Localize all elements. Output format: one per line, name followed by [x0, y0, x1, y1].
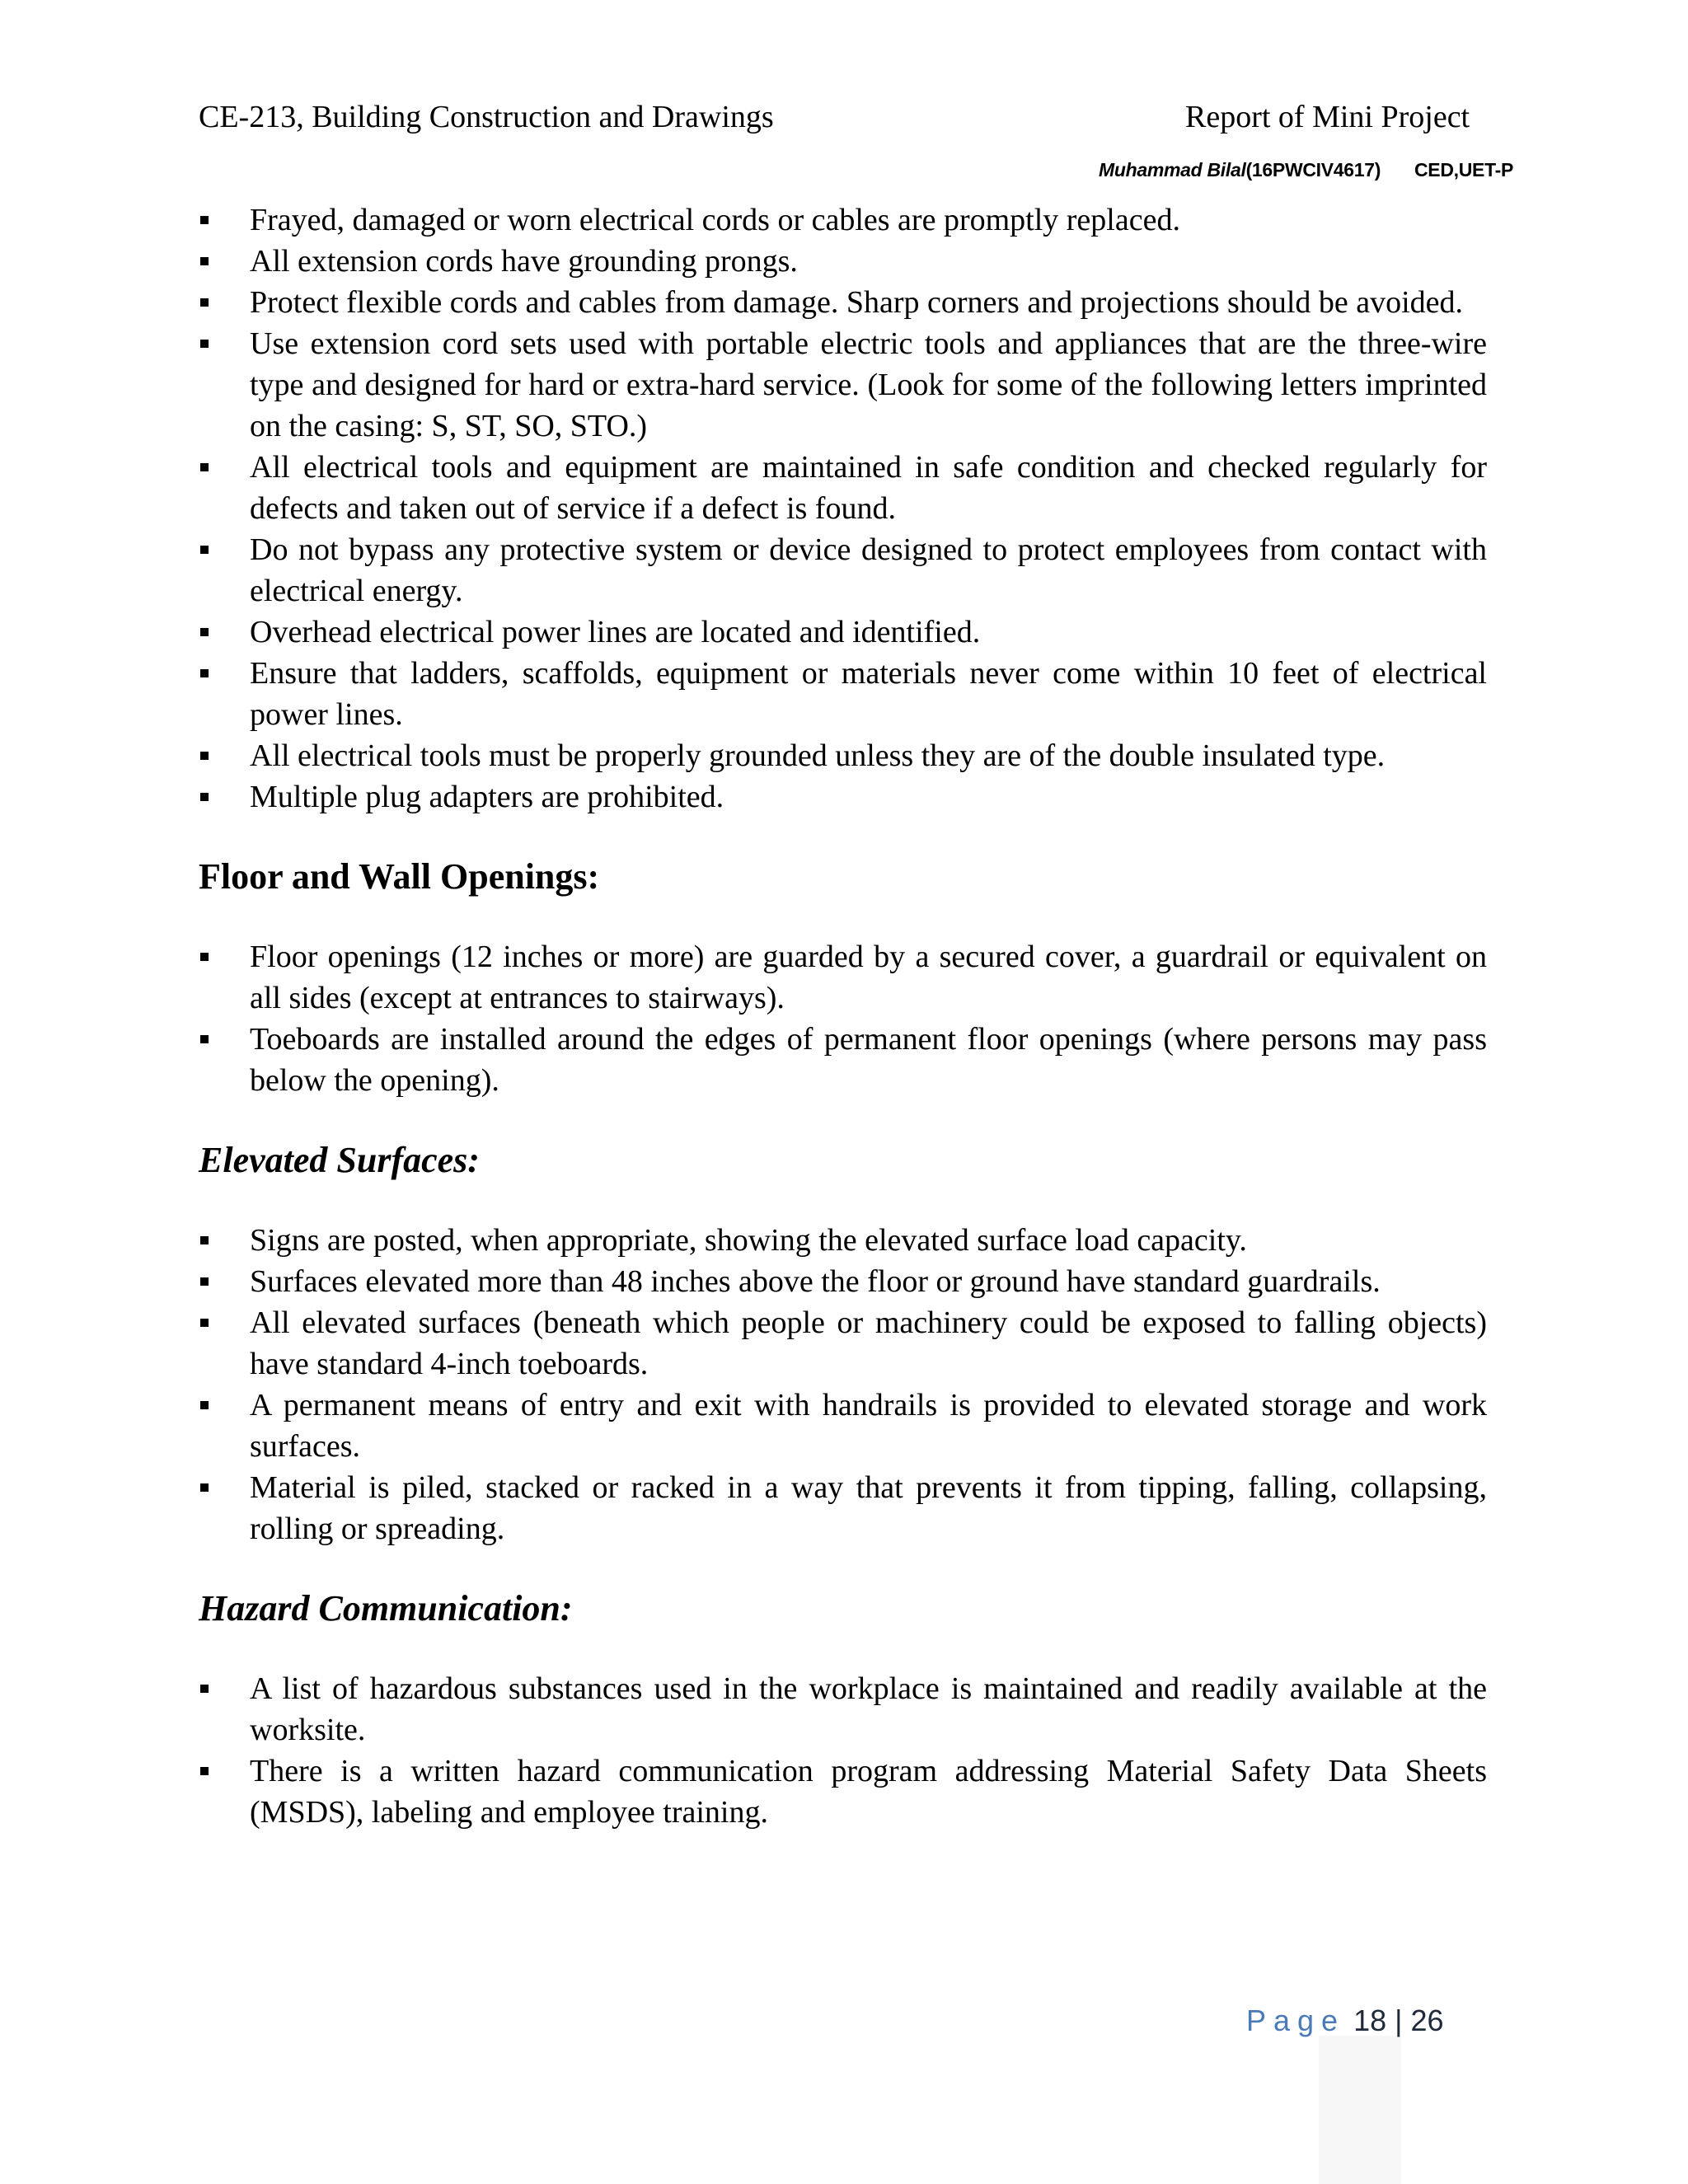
square-bullet-icon — [200, 298, 209, 307]
list-item: Toeboards are installed around the edges of permanent floor openings (where persons may pass below the opening). — [199, 1019, 1487, 1101]
square-bullet-icon — [200, 463, 209, 471]
author-line — [1099, 158, 1513, 181]
square-bullet-icon — [200, 669, 209, 677]
author-name: Muhammad Bilal — [1099, 159, 1246, 180]
square-bullet-icon — [200, 1319, 209, 1327]
heading-floor-wall-openings: Floor and Wall Openings: — [199, 856, 600, 897]
page-footer — [1246, 2003, 1444, 2039]
list-item: All extension cords have grounding prongs. — [199, 241, 1487, 282]
page-number: 18 | 26 — [1353, 2004, 1444, 2037]
square-bullet-icon — [200, 1277, 209, 1286]
page-content — [199, 199, 1487, 1833]
heading-elevated-surfaces: Elevated Surfaces: — [199, 1140, 480, 1180]
square-bullet-icon — [200, 1767, 209, 1775]
list-item: All electrical tools and equipment are maintained in safe condition and checked regularly for defects and taken out of service if a defect is found. — [199, 447, 1487, 529]
page-label: Page — [1246, 2004, 1346, 2037]
list-item: Ensure that ladders, scaffolds, equipment or materials never come within 10 feet of electrical power lines. — [199, 653, 1487, 735]
elevated-list — [199, 1220, 1487, 1549]
list-item: A list of hazardous substances used in the workplace is maintained and readily available at the worksite. — [199, 1668, 1487, 1750]
square-bullet-icon — [200, 628, 209, 636]
square-bullet-icon — [200, 1236, 209, 1244]
header-course-title: CE-213, Building Construction and Drawings — [199, 100, 774, 134]
list-item: Material is piled, stacked or racked in a way that prevents it from tipping, falling, collapsing, rolling or spreading. — [199, 1467, 1487, 1549]
list-item: Use extension cord sets used with portable electric tools and appliances that are the three-wire type and designed for hard or extra-hard service. (Look for some of the following letters imprinted on the casing: S, ST, SO, STO.) — [199, 323, 1487, 447]
floor-wall-list — [199, 936, 1487, 1101]
square-bullet-icon — [200, 793, 209, 801]
square-bullet-icon — [200, 1035, 209, 1043]
square-bullet-icon — [200, 257, 209, 265]
list-item: Overhead electrical power lines are located and identified. — [199, 612, 1487, 653]
square-bullet-icon — [200, 1401, 209, 1409]
list-item: All electrical tools must be properly grounded unless they are of the double insulated type. — [199, 735, 1487, 776]
square-bullet-icon — [200, 752, 209, 760]
list-item: Do not bypass any protective system or device designed to protect employees from contact with electrical energy. — [199, 529, 1487, 612]
list-item: Signs are posted, when appropriate, showing the elevated surface load capacity. — [199, 1220, 1487, 1261]
hazard-list — [199, 1668, 1487, 1833]
square-bullet-icon — [200, 1483, 209, 1492]
list-item: There is a written hazard communication program addressing Material Safety Data Sheets (MSDS), labeling and employee training. — [199, 1750, 1487, 1833]
list-item: Protect flexible cords and cables from damage. Sharp corners and projections should be avoided. — [199, 282, 1487, 323]
header-report-title: Report of Mini Project — [1185, 100, 1470, 134]
list-item: Multiple plug adapters are prohibited. — [199, 776, 1487, 818]
square-bullet-icon — [200, 953, 209, 961]
square-bullet-icon — [200, 546, 209, 554]
square-bullet-icon — [200, 1685, 209, 1693]
department: CED,UET-P — [1414, 159, 1513, 180]
list-item: Frayed, damaged or worn electrical cords or cables are promptly replaced. — [199, 199, 1487, 241]
list-item: A permanent means of entry and exit with handrails is provided to elevated storage and work surfaces. — [199, 1385, 1487, 1467]
list-item: Surfaces elevated more than 48 inches above the floor or ground have standard guardrails. — [199, 1261, 1487, 1302]
list-item: All elevated surfaces (beneath which people or machinery could be exposed to falling objects) have standard 4-inch toeboards. — [199, 1302, 1487, 1385]
square-bullet-icon — [200, 216, 209, 224]
list-item: Floor openings (12 inches or more) are guarded by a secured cover, a guardrail or equivalent on all sides (except at entrances to stairways). — [199, 936, 1487, 1019]
author-id: (16PWCIV4617) — [1245, 159, 1381, 180]
heading-hazard-communication: Hazard Communication: — [199, 1588, 573, 1629]
page-edge-shadow — [1319, 2036, 1401, 2184]
electrical-list — [199, 199, 1487, 818]
square-bullet-icon — [200, 340, 209, 348]
